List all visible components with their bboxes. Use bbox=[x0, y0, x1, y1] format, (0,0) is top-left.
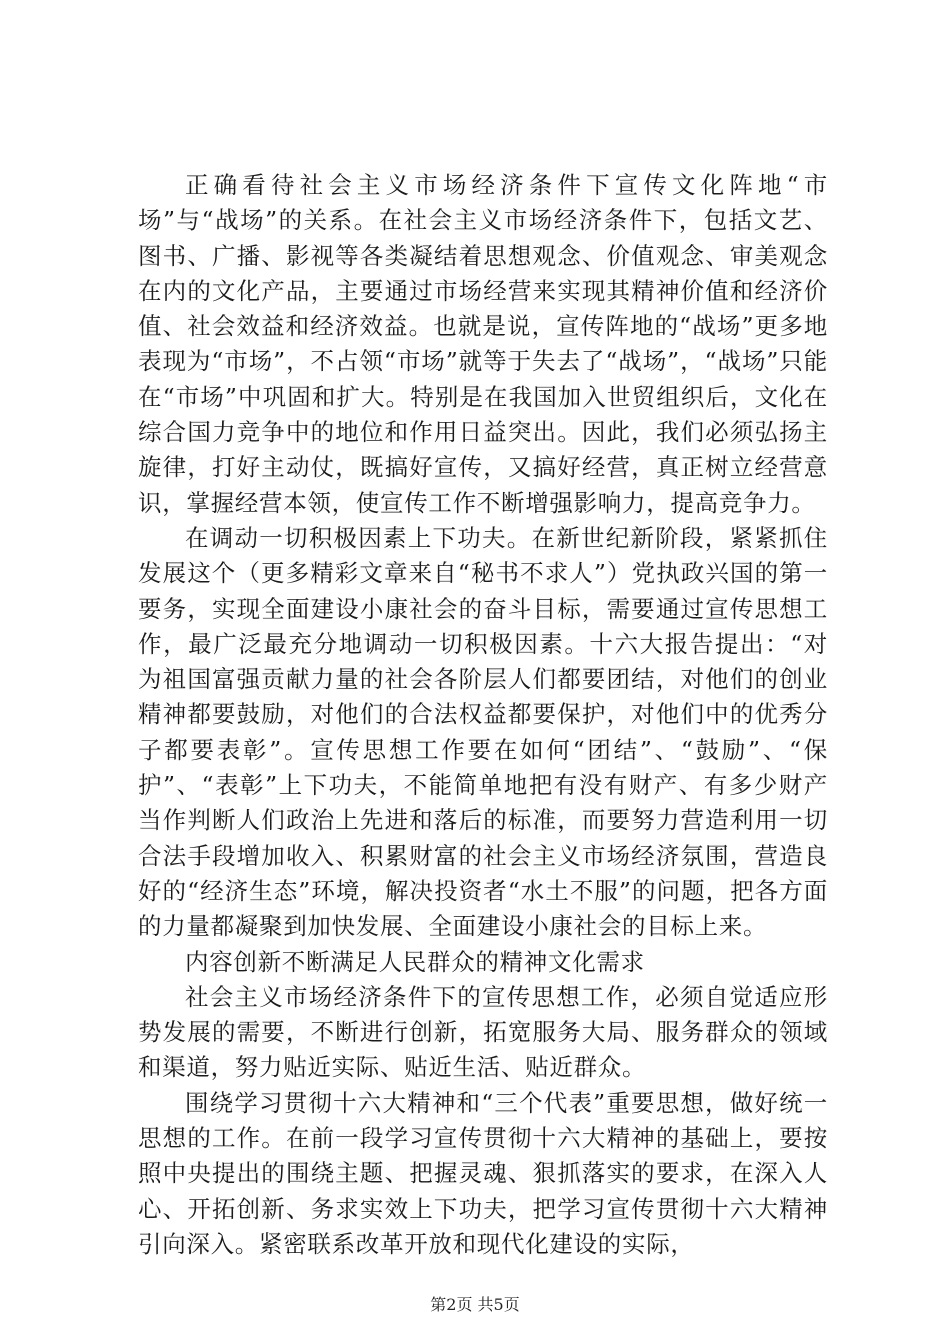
section-heading-content-innovation: 内容创新不断满足人民群众的精神文化需求 bbox=[185, 947, 645, 976]
page-number-footer: 第2页 共5页 bbox=[430, 1295, 520, 1314]
paragraph-market-battlefield: 正确看待社会主义市场经济条件下宣传文化阵地“市场”与“战场”的关系。在社会主义市场经济条件下，包括文艺、图书、广播、影视等各类凝结着思想观念、价值观念、审美观念在内的文化产品，主要通过市场经营来实现其精神价值和经济价值、社会效益和经济效益。也就是说，宣传阵地的“战场”更多地表现为“市场”，不占领“市场”就等于失去了“战场”，“战场”只能在“市场”中巩固和扩大。特别是在我国加入世贸组织后，文化在综合国力竞争中的地位和作用日益突出。因此，我们必须弘扬主旋律，打好主动仗，既搞好宣传，又搞好经营，真正树立经营意识，掌握经营本领，使宣传工作不断增强影响力，提高竞争力。 bbox=[138, 171, 828, 517]
paragraph-sixteenth-congress: 围绕学习贯彻十六大精神和“三个代表”重要思想，做好统一思想的工作。在前一段学习宣传贯彻十六大精神的基础上，要按照中央提出的围绕主题、把握灵魂、狠抓落实的要求，在深入人心、开拓创新、务求实效上下功夫，把学习宣传贯彻十六大精神引向深入。紧密联系改革开放和现代化建设的实际， bbox=[138, 1088, 828, 1258]
paragraph-mobilize-factors: 在调动一切积极因素上下功夫。在新世纪新阶段，紧紧抓住发展这个（更多精彩文章来自“秘书不求人”）党执政兴国的第一要务，实现全面建设小康社会的奋斗目标，需要通过宣传思想工作，最广泛最充分地调动一切积极因素。十六大报告提出：“对为祖国富强贡献力量的社会各阶层人们都要团结，对他们的创业精神都要鼓励，对他们的合法权益都要保护，对他们中的优秀分子都要表彰”。宣传思想工作要在如何“团结”、“鼓励”、“保护”、“表彰”上下功夫，不能简单地把有没有财产、有多少财产当作判断人们政治上先进和落后的标准，而要努力营造利用一切合法手段增加收入、积累财富的社会主义市场经济氛围，营造良好的“经济生态”环境，解决投资者“水土不服”的问题，把各方面的力量都凝聚到加快发展、全面建设小康社会的目标上来。 bbox=[138, 523, 828, 941]
paragraph-innovation-requirements: 社会主义市场经济条件下的宣传思想工作，必须自觉适应形势发展的需要，不断进行创新，拓宽服务大局、服务群众的领域和渠道，努力贴近实际、贴近生活、贴近群众。 bbox=[138, 982, 828, 1082]
document-body bbox=[138, 168, 828, 1262]
